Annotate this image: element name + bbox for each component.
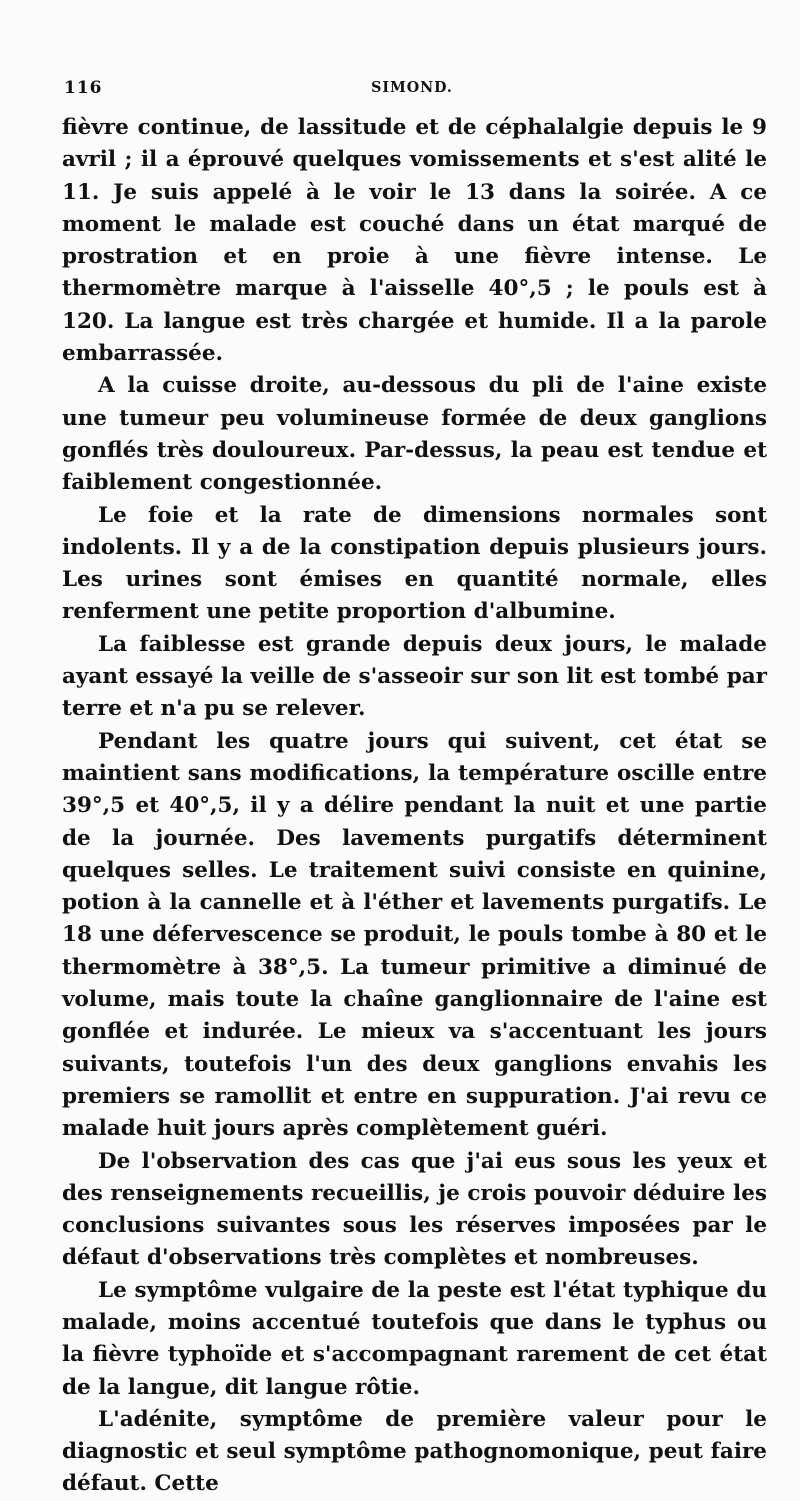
paragraph: Le foie et la rate de dimensions normales sont indolents. Il y a de la constipation depuis plusieurs jours. Les urines sont émises en quantité normale, elles renferment une petite proportion d'albumine.: [62, 502, 767, 625]
paragraph: L'adénite, symptôme de première valeur pour le diagnostic et seul symptôme pathognomonique, peut faire défaut. Cette: [62, 1406, 767, 1497]
paragraph: La faiblesse est grande depuis deux jours, le malade ayant essayé la veille de s'asseoir sur son lit est tombé par terre et n'a pu se relever.: [62, 631, 767, 722]
page-header: [64, 78, 760, 108]
paragraph: Le symptôme vulgaire de la peste est l'état typhique du malade, moins accentué toutefois que dans le typhus ou la fièvre typhoïde et s'accompagnant rarement de cet état de la langue, dit langue rôtie.: [62, 1277, 767, 1400]
paragraph: A la cuisse droite, au-dessous du pli de l'aine existe une tumeur peu volumineuse formée de deux ganglions gonflés très douloureux. Par-dessus, la peau est tendue et faiblement congestionnée.: [62, 373, 767, 496]
running-head: SIMOND.: [371, 78, 453, 96]
paragraph: fièvre continue, de lassitude et de céphalalgie depuis le 9 avril ; il a éprouvé quelques vomissements et s'est alité le 11. Je suis appelé à le voir le 13 dans la soirée. A ce moment le malade est couché dans un état marqué de prostration et en proie à une fièvre intense. Le thermomètre marque à l'aisselle 40°,5 ; le pouls est à 120. La langue est très chargée et humide. Il a la parole embarrassée.: [62, 115, 767, 367]
body-text: [62, 112, 767, 1501]
page-number: 116: [64, 78, 103, 98]
paragraph: Pendant les quatre jours qui suivent, cet état se maintient sans modifications, la température oscille entre 39°,5 et 40°,5, il y a délire pendant la nuit et une partie de la journée. Des lavements purgatifs déterminent quelques selles. Le traitement suivi consiste en quinine, potion à la cannelle et à l'éther et lavements purgatifs. Le 18 une défervescence se produit, le pouls tombe à 80 et le thermomètre à 38°,5. La tumeur primitive a diminué de volume, mais toute la chaîne ganglionnaire de l'aine est gonflée et indurée. Le mieux va s'accentuant les jours suivants, toutefois l'un des deux ganglions envahis les premiers se ramollit et entre en suppuration. J'ai revu ce malade huit jours après complètement guéri.: [62, 728, 767, 1142]
paragraph: De l'observation des cas que j'ai eus sous les yeux et des renseignements recueillis, je crois pouvoir déduire les conclusions suivantes sous les réserves imposées par le défaut d'observations très complètes et nombreuses.: [62, 1148, 767, 1271]
